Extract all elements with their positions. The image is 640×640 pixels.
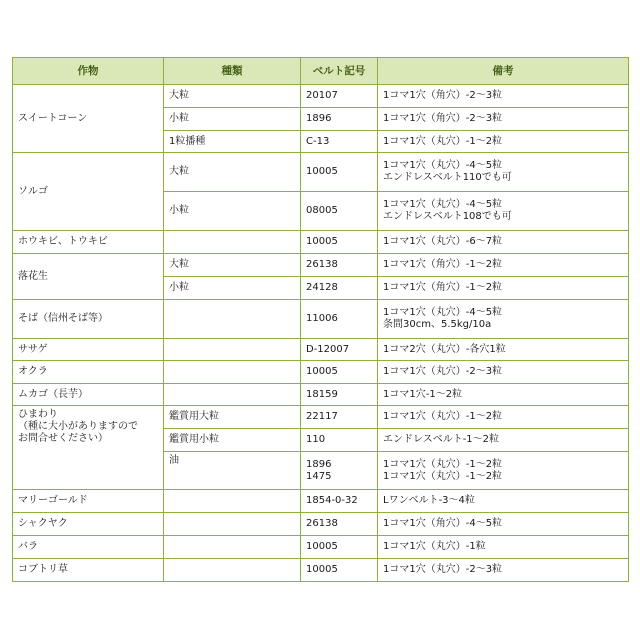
note-line: 1コマ1穴（丸穴）-4～5粒 bbox=[383, 307, 503, 318]
crop-cell: コブトリ草 bbox=[13, 559, 164, 582]
variety-cell bbox=[164, 559, 301, 582]
note-cell: 1コマ1穴（丸穴）-2～3粒 bbox=[378, 559, 629, 582]
note-line: 1コマ1穴（丸穴）-1～2粒 bbox=[383, 458, 503, 470]
variety-cell bbox=[164, 384, 301, 406]
variety-cell bbox=[164, 300, 301, 339]
variety-cell: 大粒 bbox=[164, 85, 301, 108]
header-notes: 備考 bbox=[378, 58, 629, 85]
note-cell: Lワンベルト-3～4粒 bbox=[378, 490, 629, 513]
belt-cell: 20107 bbox=[301, 85, 378, 108]
note-cell: 1コマ1穴（角穴）-1～2粒 bbox=[378, 277, 629, 300]
note-line: 1コマ1穴（丸穴）-4～5粒 bbox=[383, 199, 503, 210]
belt-line: 1475 bbox=[306, 470, 332, 482]
variety-cell bbox=[164, 339, 301, 361]
belt-cell: 22117 bbox=[301, 406, 378, 429]
header-variety: 種類 bbox=[164, 58, 301, 85]
table-row bbox=[13, 339, 629, 361]
crop-cell: バラ bbox=[13, 536, 164, 559]
note-cell: 1コマ1穴（角穴）-2～3粒 bbox=[378, 85, 629, 108]
note-cell bbox=[378, 192, 629, 231]
crop-cell: ムカゴ（長芋） bbox=[13, 384, 164, 406]
belt-cell: 26138 bbox=[301, 254, 378, 277]
note-cell: 1コマ1穴（角穴）-1～2粒 bbox=[378, 254, 629, 277]
variety-cell bbox=[164, 536, 301, 559]
crop-cell: ササゲ bbox=[13, 339, 164, 361]
variety-cell bbox=[164, 231, 301, 254]
variety-cell: 小粒 bbox=[164, 108, 301, 131]
belt-cell: 1854-0-32 bbox=[301, 490, 378, 513]
note-cell: 1コマ1穴（丸穴）-2～3粒 bbox=[378, 361, 629, 384]
crop-cell: オクラ bbox=[13, 361, 164, 384]
belt-cell bbox=[301, 452, 378, 490]
belt-line: 1896 bbox=[306, 458, 332, 470]
note-cell: 1コマ1穴（丸穴）-6～7粒 bbox=[378, 231, 629, 254]
variety-cell bbox=[164, 513, 301, 536]
seed-belt-table bbox=[12, 57, 629, 582]
header-belt: ベルト記号 bbox=[301, 58, 378, 85]
variety-cell: 小粒 bbox=[164, 192, 301, 231]
table-row bbox=[13, 85, 629, 108]
note-cell: エンドレスベルト-1～2粒 bbox=[378, 429, 629, 452]
table-row bbox=[13, 559, 629, 582]
belt-cell: 26138 bbox=[301, 513, 378, 536]
note-cell bbox=[378, 452, 629, 490]
note-cell bbox=[378, 300, 629, 339]
note-cell: 1コマ1穴（角穴）-2～3粒 bbox=[378, 108, 629, 131]
crop-cell: シャクヤク bbox=[13, 513, 164, 536]
table-row bbox=[13, 361, 629, 384]
table-row bbox=[13, 536, 629, 559]
belt-cell: 24128 bbox=[301, 277, 378, 300]
variety-cell: 大粒 bbox=[164, 153, 301, 192]
crop-cell: ソルゴ bbox=[13, 153, 164, 231]
belt-cell: 10005 bbox=[301, 536, 378, 559]
note-cell: 1コマ1穴（丸穴）-1粒 bbox=[378, 536, 629, 559]
belt-cell: D-12007 bbox=[301, 339, 378, 361]
belt-cell: 1896 bbox=[301, 108, 378, 131]
table-row bbox=[13, 513, 629, 536]
belt-cell: 10005 bbox=[301, 559, 378, 582]
crop-cell bbox=[13, 406, 164, 490]
crop-cell: 落花生 bbox=[13, 254, 164, 300]
note-cell: 1コマ1穴-1～2粒 bbox=[378, 384, 629, 406]
belt-cell: 08005 bbox=[301, 192, 378, 231]
table-row bbox=[13, 490, 629, 513]
variety-cell: 鑑賞用大粒 bbox=[164, 406, 301, 429]
variety-cell bbox=[164, 490, 301, 513]
belt-cell: 10005 bbox=[301, 231, 378, 254]
table-row bbox=[13, 384, 629, 406]
table-row bbox=[13, 254, 629, 277]
table-row bbox=[13, 406, 629, 429]
crop-cell: そば（信州そば等） bbox=[13, 300, 164, 339]
variety-cell: 小粒 bbox=[164, 277, 301, 300]
belt-cell: 18159 bbox=[301, 384, 378, 406]
variety-cell: 鑑賞用小粒 bbox=[164, 429, 301, 452]
belt-cell: 10005 bbox=[301, 361, 378, 384]
table-header-row bbox=[13, 58, 629, 85]
belt-cell: 11006 bbox=[301, 300, 378, 339]
variety-cell bbox=[164, 361, 301, 384]
note-line: 1コマ1穴（丸穴）-4～5粒 bbox=[383, 160, 503, 171]
crop-line: （種に大小がありますので bbox=[18, 421, 138, 432]
crop-cell: マリーゴールド bbox=[13, 490, 164, 513]
note-cell: 1コマ1穴（角穴）-4～5粒 bbox=[378, 513, 629, 536]
table-row bbox=[13, 300, 629, 339]
crop-cell: スイートコーン bbox=[13, 85, 164, 153]
variety-cell: 1粒播種 bbox=[164, 131, 301, 153]
variety-cell: 油 bbox=[164, 452, 301, 490]
table-row bbox=[13, 153, 629, 192]
note-cell: 1コマ1穴（丸穴）-1～2粒 bbox=[378, 131, 629, 153]
belt-cell: C-13 bbox=[301, 131, 378, 153]
note-line: 1コマ1穴（丸穴）-1～2粒 bbox=[383, 470, 503, 482]
belt-cell: 10005 bbox=[301, 153, 378, 192]
table-row bbox=[13, 231, 629, 254]
note-cell: 1コマ2穴（丸穴）-各穴1粒 bbox=[378, 339, 629, 361]
note-cell bbox=[378, 153, 629, 192]
crop-line: ひまわり bbox=[18, 409, 58, 420]
header-crop: 作物 bbox=[13, 58, 164, 85]
note-cell: 1コマ1穴（丸穴）-1～2粒 bbox=[378, 406, 629, 429]
belt-cell: 110 bbox=[301, 429, 378, 452]
note-line: 条間30cm、5.5kg/10a bbox=[383, 319, 492, 330]
note-line: エンドレスベルト108でも可 bbox=[383, 211, 512, 222]
crop-line: お問合せください） bbox=[18, 433, 108, 444]
variety-cell: 大粒 bbox=[164, 254, 301, 277]
note-line: エンドレスベルト110でも可 bbox=[383, 172, 512, 183]
crop-cell: ホウキビ、トウキビ bbox=[13, 231, 164, 254]
